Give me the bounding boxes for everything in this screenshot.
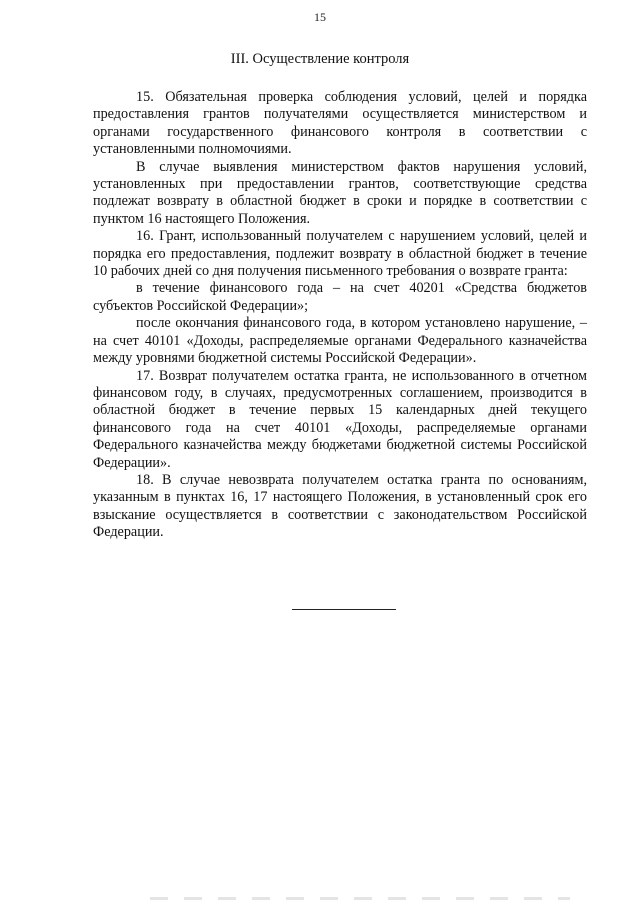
paragraph-16-during-year: в течение финансового года – на счет 40201 «Средства бюджетов субъектов Российской Федерации»; (93, 280, 587, 314)
page-number: 15 (314, 10, 326, 24)
paragraph-17: 17. Возврат получателем остатка гранта, не использованного в отчетном финансовом году, в случаях, предусмотренных соглашением, производится в областной бюджет в течение первых 15 календарных дней текущего финансового года на счет 40101 «Доходы, распределяемые органами Федерального казначейства между бюджетами бюджетной системы Российской Федерации». (93, 367, 587, 471)
paragraph-18: 18. В случае невозврата получателем остатка гранта по основаниям, указанным в пунктах 16, 17 настоящего Положения, в установленный срок его взыскание осуществляется в соответствии с законодательством Российской Федерации. (93, 471, 587, 541)
paragraph-16: 16. Грант, использованный получателем с нарушением условий, целей и порядка его предоставления, подлежит возврату в областной бюджет в течение 10 рабочих дней со дня получения письменного требования о возврате гранта: (93, 228, 587, 280)
footer-scan-artifact (150, 897, 570, 900)
end-divider-line (292, 609, 396, 610)
paragraph-15-violations: В случае выявления министерством фактов нарушения условий, установленных при предоставлении грантов, соответствующие средства подлежат возврату в областной бюджет в сроки и порядке в соответствии с пунктом 16 настоящего Положения. (93, 158, 587, 227)
body-text (93, 89, 587, 542)
section-title: III. Осуществление контроля (230, 51, 410, 67)
paragraph-15: 15. Обязательная проверка соблюдения условий, целей и порядка предоставления грантов получателями осуществляется министерством и органами государственного финансового контроля в соответствии с установленными полномочиями. (93, 89, 587, 158)
paragraph-16-after-year: после окончания финансового года, в котором установлено нарушение, – на счет 40101 «Доходы, распределяемые органами Федерального казначейства между уровнями бюджетной системы Российской Федерации». (93, 315, 587, 367)
